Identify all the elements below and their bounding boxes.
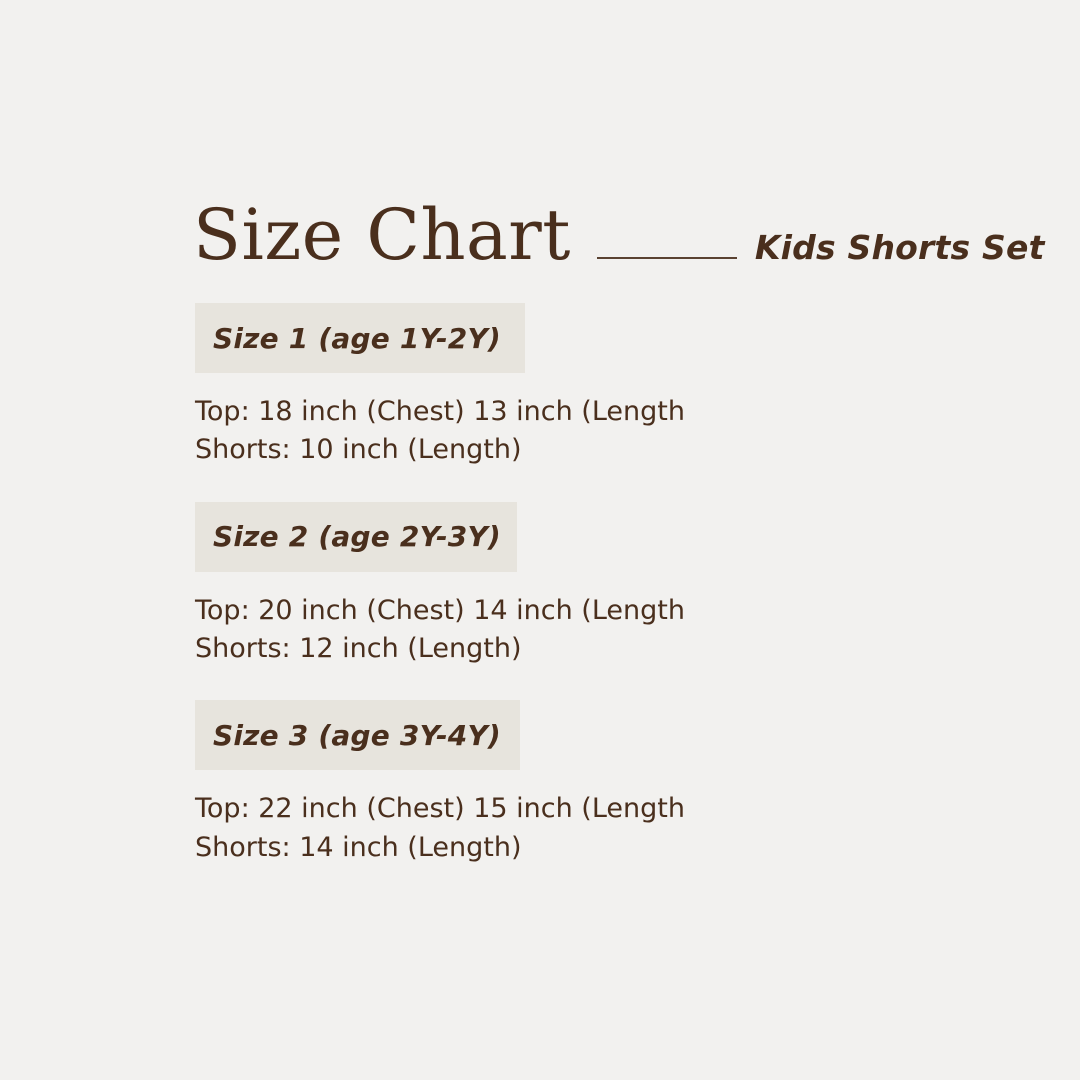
size-band	[195, 502, 517, 572]
measurement-shorts: Shorts: 12 inch (Length)	[195, 632, 522, 664]
size-blocks	[195, 303, 955, 899]
measurements	[195, 790, 955, 867]
size-block	[195, 502, 955, 669]
measurements	[195, 592, 955, 669]
measurements	[195, 393, 955, 470]
measurement-top: Top: 20 inch (Chest) 14 inch (Length	[195, 594, 685, 626]
measurement-top: Top: 22 inch (Chest) 15 inch (Length	[195, 793, 685, 825]
size-band	[195, 303, 525, 373]
size-label: Size 2 (age 2Y-3Y)	[213, 520, 501, 554]
page-header	[193, 194, 1045, 290]
product-name: Kids Shorts Set	[754, 228, 1045, 267]
size-label: Size 3 (age 3Y-4Y)	[213, 718, 501, 752]
header-divider-line	[597, 257, 737, 259]
page-title: Size Chart	[193, 194, 571, 276]
measurement-shorts: Shorts: 14 inch (Length)	[195, 831, 522, 863]
size-label: Size 1 (age 1Y-2Y)	[213, 321, 501, 355]
measurement-shorts: Shorts: 10 inch (Length)	[195, 434, 522, 466]
size-block	[195, 700, 955, 867]
measurement-top: Top: 18 inch (Chest) 13 inch (Length	[195, 396, 685, 427]
size-band	[195, 700, 520, 770]
size-block	[195, 303, 955, 470]
